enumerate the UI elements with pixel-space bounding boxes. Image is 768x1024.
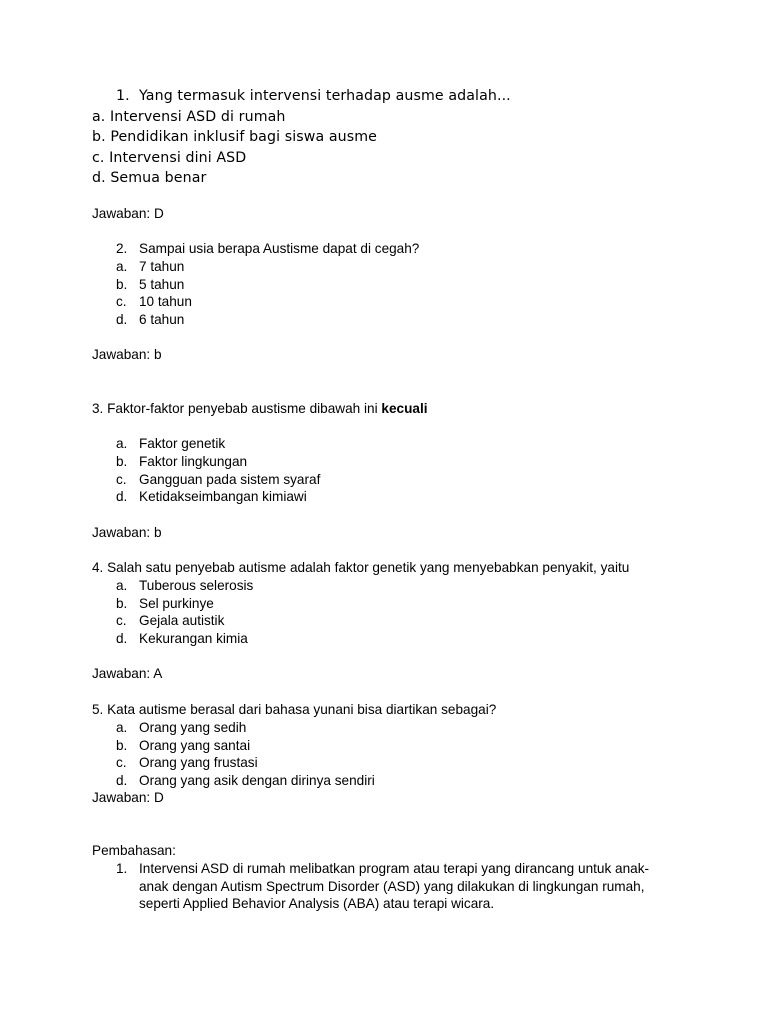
discussion-item [0, 860, 768, 913]
discussion-item-number: 1. [116, 860, 128, 876]
option-text: Faktor genetik [139, 436, 226, 451]
question-number: 1. [116, 88, 130, 104]
option-label: c. [116, 613, 127, 629]
question-1 [0, 86, 768, 189]
option-text: Kekurangan kimia [139, 631, 248, 647]
question-3 [0, 400, 768, 418]
option-label: d. [116, 312, 128, 328]
answer-1: Jawaban: D [92, 206, 164, 221]
discussion-section [0, 842, 768, 913]
option-label: a. [116, 436, 128, 451]
option-label: c. [116, 471, 127, 487]
option-text: Sel purkinye [139, 595, 214, 611]
option-label: a. [116, 719, 128, 735]
answer-2: Jawaban: b [92, 347, 162, 362]
answer-5: Jawaban: D [92, 790, 164, 805]
option-a [0, 258, 768, 276]
option-b [0, 737, 768, 755]
option-d: d. Semua benar [92, 170, 207, 187]
option-label: a. [116, 258, 128, 274]
answer-4: Jawaban: A [92, 666, 163, 681]
question-4 [0, 559, 768, 648]
question-5-stem: 5. Kata autisme berasal dari bahasa yunani bisa diartikan sebagai? [92, 702, 497, 717]
option-text: Orang yang asik dengan dirinya sendiri [139, 773, 375, 789]
option-text: 7 tahun [139, 258, 185, 274]
option-label: c. [116, 755, 127, 771]
option-label: d. [116, 773, 128, 789]
question-3-options [0, 435, 768, 506]
question-text: 3. Faktor-faktor penyebab austisme dibawah ini [92, 401, 382, 416]
option-c: c. Intervensi dini ASD [92, 149, 247, 166]
option-c [0, 754, 768, 772]
question-number: 2. [116, 241, 128, 256]
option-b [0, 595, 768, 613]
option-a: a. Intervensi ASD di rumah [92, 108, 286, 125]
question-text: Sampai usia berapa Austisme dapat di cegah? [139, 241, 420, 256]
option-text: 10 tahun [139, 294, 192, 310]
option-text: Orang yang santai [139, 737, 251, 753]
question-1-stem [0, 86, 768, 107]
option-d [0, 772, 768, 790]
option-d [0, 488, 768, 506]
option-c [0, 471, 768, 489]
option-text: Faktor lingkungan [139, 453, 248, 469]
option-b [0, 276, 768, 294]
question-text: Yang termasuk intervensi terhadap ausme adalah... [139, 88, 511, 104]
option-a [0, 435, 768, 453]
question-3-stem [0, 400, 768, 418]
option-text: Ketidakseimbangan kimiawi [139, 489, 307, 505]
option-label: b. [116, 737, 128, 753]
option-label: b. [116, 276, 128, 292]
option-label: b. [116, 595, 128, 611]
option-text: Gejala autistik [139, 613, 225, 629]
option-text: Gangguan pada sistem syaraf [139, 471, 321, 487]
option-text: 6 tahun [139, 312, 185, 328]
option-b [0, 453, 768, 471]
question-4-stem: 4. Salah satu penyebab autisme adalah faktor genetik yang menyebabkan penyakit, yaitu [92, 560, 630, 575]
option-a [0, 577, 768, 595]
option-text: Tuberous selerosis [139, 577, 254, 593]
discussion-heading: Pembahasan: [92, 843, 176, 858]
option-c [0, 293, 768, 311]
option-text: Orang yang frustasi [139, 755, 258, 771]
option-label: d. [116, 489, 128, 505]
discussion-item-text: Intervensi ASD di rumah melibatkan program atau terapi yang dirancang untuk anak-anak dengan Autism Spectrum Disorder (ASD) yang dilakukan di lingkungan rumah, seperti Applied Behavior Analysis (ABA) atau terapi wicara. [139, 860, 650, 912]
option-label: a. [116, 577, 128, 593]
answer-3: Jawaban: b [92, 525, 162, 540]
question-2 [0, 240, 768, 329]
question-2-stem [0, 240, 768, 258]
option-a [0, 719, 768, 737]
option-c [0, 612, 768, 630]
option-label: d. [116, 631, 128, 647]
option-b: b. Pendidikan inklusif bagi siswa ausme [92, 129, 377, 146]
option-text: 5 tahun [139, 276, 185, 292]
question-emphasis: kecuali [381, 401, 428, 416]
option-text: Orang yang sedih [139, 719, 247, 735]
option-label: b. [116, 453, 128, 469]
option-label: c. [116, 294, 127, 310]
option-d [0, 311, 768, 329]
option-d [0, 630, 768, 648]
question-5 [0, 701, 768, 790]
